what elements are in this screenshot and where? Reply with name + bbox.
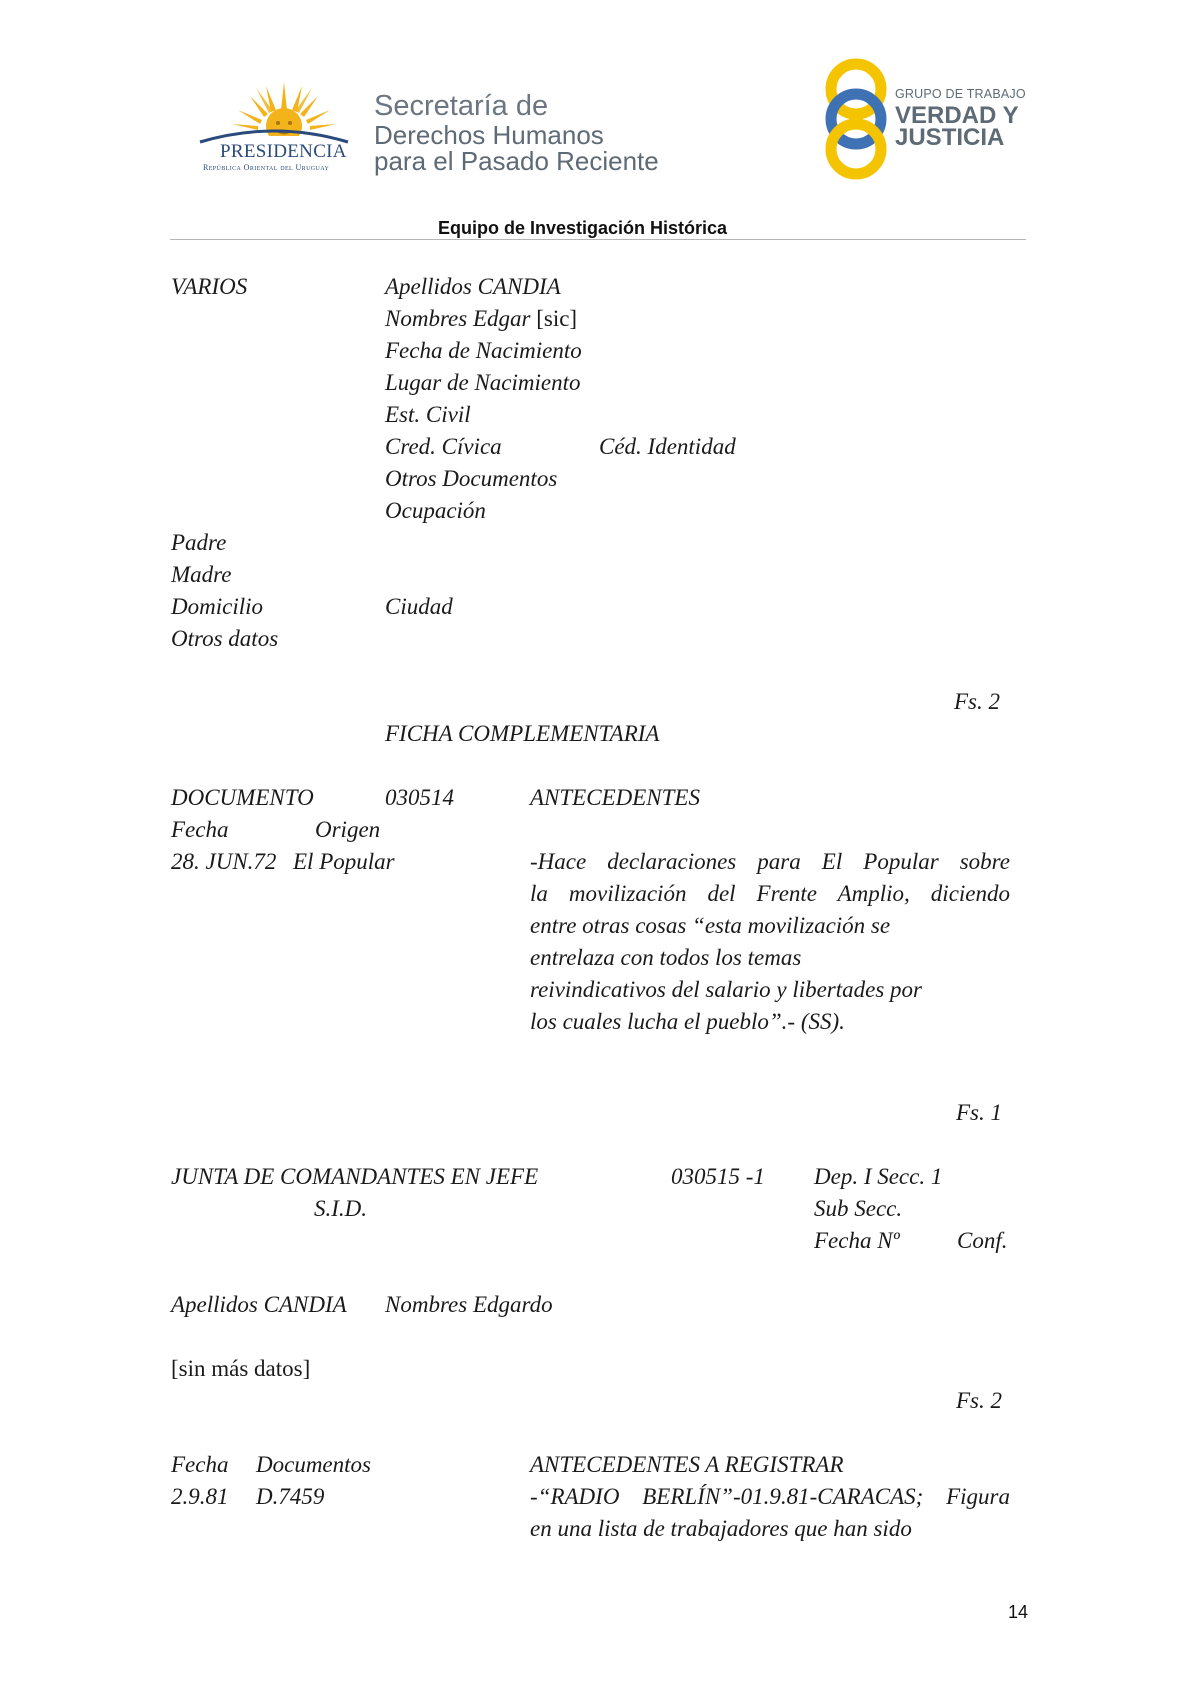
republica-text: República Oriental del Uruguay bbox=[203, 163, 330, 172]
nombres-row bbox=[385, 307, 577, 330]
fecha-nacimiento-field: Fecha de Nacimiento bbox=[385, 338, 582, 363]
documentos-label: Documentos bbox=[256, 1452, 371, 1477]
antecedentes-line: en una lista de trabajadores que han sido bbox=[530, 1516, 912, 1541]
antecedentes-line: entrelaza con todos los temas bbox=[530, 945, 802, 970]
presidencia-text: PRESIDENCIA bbox=[220, 141, 347, 162]
cedula-identidad-field: Céd. Identidad bbox=[599, 434, 736, 459]
sic-note: [sic] bbox=[536, 306, 578, 331]
secretaria-line2: Derechos Humanos bbox=[374, 120, 604, 150]
otros-datos-field: Otros datos bbox=[171, 626, 279, 651]
junta-comandantes-label: JUNTA DE COMANDANTES EN JEFE bbox=[171, 1164, 539, 1189]
origen-label: Origen bbox=[315, 817, 381, 842]
estado-civil-field: Est. Civil bbox=[385, 402, 471, 427]
antecedentes-line: los cuales lucha el pueblo”.- (SS). bbox=[530, 1009, 845, 1034]
antecedentes-line: -“RADIO BERLÍN”-01.9.81-CARACAS; Figura bbox=[530, 1484, 1010, 1509]
nombres-field: Nombres Edgardo bbox=[385, 1292, 553, 1317]
antecedentes-label: ANTECEDENTES bbox=[530, 785, 700, 810]
sid-label: S.I.D. bbox=[314, 1196, 368, 1221]
documento-number: 030514 bbox=[385, 785, 454, 810]
page-number: 14 bbox=[1008, 1602, 1029, 1622]
junta-doc-number: 030515 -1 bbox=[671, 1164, 765, 1189]
sub-secc-label: Sub Secc. bbox=[814, 1196, 903, 1221]
header-rule bbox=[170, 239, 1026, 240]
antecedentes-line: la movilización del Frente Amplio, diciendo bbox=[530, 881, 1010, 906]
antecedentes-line: -Hace declaraciones para El Popular sobre bbox=[530, 849, 1010, 874]
antecedentes-registrar-label: ANTECEDENTES A REGISTRAR bbox=[530, 1452, 844, 1477]
documento-label: DOCUMENTO bbox=[171, 785, 314, 810]
equipo-title: Equipo de Investigación Histórica bbox=[438, 218, 728, 238]
fecha-label: Fecha bbox=[171, 817, 229, 842]
justicia-text: JUSTICIA bbox=[895, 124, 1005, 151]
folio-number: Fs. 2 bbox=[954, 689, 1000, 714]
fecha-numero-label: Fecha Nº bbox=[814, 1228, 900, 1253]
documento-value: D.7459 bbox=[256, 1484, 325, 1509]
folio-number: Fs. 2 bbox=[956, 1388, 1002, 1413]
grupo-trabajo-text: GRUPO DE TRABAJO bbox=[895, 87, 1026, 101]
secretaria-line1: Secretaría de bbox=[374, 90, 549, 122]
secretaria-line3: para el Pasado Reciente bbox=[374, 146, 659, 176]
padre-field: Padre bbox=[171, 530, 227, 555]
domicilio-field: Domicilio bbox=[171, 594, 263, 619]
madre-field: Madre bbox=[171, 562, 232, 587]
origen-value: El Popular bbox=[293, 849, 395, 874]
conf-label: Conf. bbox=[957, 1228, 1008, 1253]
nombres-field: Nombres Edgar bbox=[385, 306, 531, 331]
verdad-text: VERDAD Y bbox=[895, 102, 1019, 129]
sin-datos-note: [sin más datos] bbox=[171, 1356, 311, 1381]
fecha-value: 28. JUN.72 bbox=[171, 849, 277, 874]
ocupacion-field: Ocupación bbox=[385, 498, 486, 523]
antecedentes-line: reivindicativos del salario y libertades por bbox=[530, 977, 923, 1002]
ficha-complementaria-title: FICHA COMPLEMENTARIA bbox=[385, 721, 660, 746]
varios-label: VARIOS bbox=[171, 274, 248, 299]
ciudad-field: Ciudad bbox=[385, 594, 453, 619]
apellidos-field: Apellidos CANDIA bbox=[385, 274, 561, 299]
fecha-label: Fecha bbox=[171, 1452, 229, 1477]
fecha-value: 2.9.81 bbox=[171, 1484, 229, 1509]
apellidos-field: Apellidos CANDIA bbox=[171, 1292, 347, 1317]
dep-secc-label: Dep. I Secc. 1 bbox=[814, 1164, 943, 1189]
linked-rings-icon bbox=[824, 57, 888, 181]
antecedentes-line: entre otras cosas “esta movilización se bbox=[530, 913, 891, 938]
otros-documentos-field: Otros Documentos bbox=[385, 466, 558, 491]
credencial-civica-field: Cred. Cívica bbox=[385, 434, 502, 459]
lugar-nacimiento-field: Lugar de Nacimiento bbox=[385, 370, 581, 395]
folio-number: Fs. 1 bbox=[956, 1100, 1002, 1125]
